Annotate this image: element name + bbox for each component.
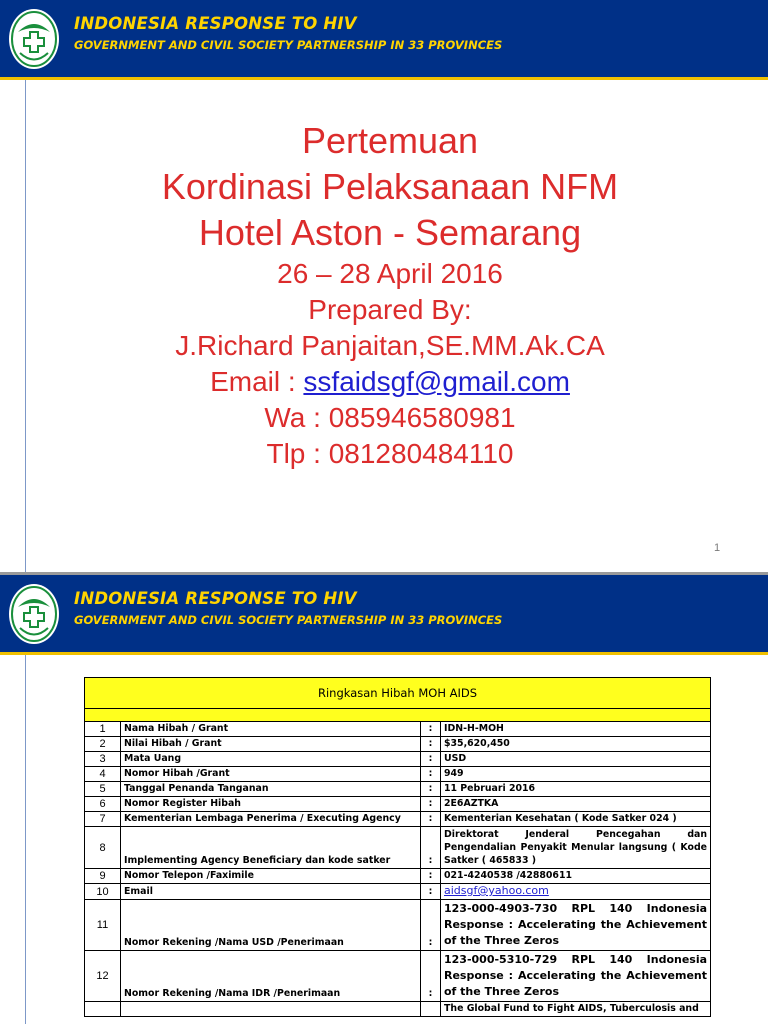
row-label: Nomor Hibah /Grant (121, 767, 421, 782)
header-divider (0, 77, 768, 80)
row-value: IDN-H-MOH (441, 722, 711, 737)
row-number: 11 (85, 900, 121, 951)
row-colon: : (421, 797, 441, 812)
row-value: 949 (441, 767, 711, 782)
grant-summary-table (84, 677, 711, 1017)
row-number: 7 (85, 812, 121, 827)
row-number: 4 (85, 767, 121, 782)
row-colon: : (421, 767, 441, 782)
title-block (26, 118, 754, 472)
row-label: Nomor Rekening /Nama USD /Penerimaan (121, 900, 421, 951)
row-label: Email (121, 884, 421, 900)
title-meeting: Pertemuan (301, 120, 479, 161)
table-row (85, 767, 711, 782)
row-label: Nama Hibah / Grant (121, 722, 421, 737)
header-divider (0, 652, 768, 655)
row-label: Tanggal Penanda Tanganan (121, 782, 421, 797)
row-value: 11 Pebruari 2016 (441, 782, 711, 797)
table-row (85, 951, 711, 1002)
header-title: INDONESIA RESPONSE TO HIV (74, 14, 357, 33)
row-colon: : (421, 737, 441, 752)
row-colon: : (421, 900, 441, 951)
row-value (441, 884, 711, 900)
table-row (85, 722, 711, 737)
row-colon: : (421, 752, 441, 767)
row-number (85, 1002, 121, 1017)
whatsapp-number: Wa : 085946580981 (264, 402, 516, 433)
bakti-husada-logo (8, 583, 60, 646)
table-row (85, 827, 711, 869)
table-row (85, 1002, 711, 1017)
presenter-name: J.Richard Panjaitan,SE.MM.Ak.CA (175, 330, 605, 361)
row-number: 2 (85, 737, 121, 752)
email-link[interactable]: ssfaidsgf@gmail.com (303, 366, 570, 397)
row-value: Direktorat Jenderal Pencegahan dan Pengendalian Penyakit Menular langsung ( Kode Satker ( 465833 ) (441, 827, 711, 869)
row-value: 123-000-4903-730 RPL 140 Indonesia Response : Accelerating the Achievement of the Three Zeros (441, 900, 711, 951)
header-subtitle: GOVERNMENT AND CIVIL SOCIETY PARTNERSHIP IN 33 PROVINCES (74, 613, 503, 627)
row-number: 10 (85, 884, 121, 900)
prepared-by-label: Prepared By: (308, 294, 472, 325)
row-colon: : (421, 722, 441, 737)
table-row (85, 797, 711, 812)
row-label: Kementerian Lembaga Penerima / Executing Agency (121, 812, 421, 827)
row-value: 123-000-5310-729 RPL 140 Indonesia Response : Accelerating the Achievement of the Three Zeros (441, 951, 711, 1002)
row-number: 9 (85, 869, 121, 884)
row-label: Nomor Register Hibah (121, 797, 421, 812)
phone-number: Tlp : 081280484110 (266, 438, 514, 469)
row-number: 5 (85, 782, 121, 797)
row-colon: : (421, 782, 441, 797)
row-colon: : (421, 884, 441, 900)
email-link[interactable]: aidsgf@yahoo.com (444, 884, 549, 897)
row-colon (421, 1002, 441, 1017)
row-label: Nilai Hibah / Grant (121, 737, 421, 752)
table-row (85, 869, 711, 884)
title-venue: Hotel Aston - Semarang (198, 212, 582, 253)
row-colon: : (421, 869, 441, 884)
row-number: 8 (85, 827, 121, 869)
slide-header (0, 0, 768, 77)
slide-2 (0, 575, 768, 1024)
row-colon: : (421, 812, 441, 827)
table-title-spacer (85, 709, 711, 722)
table-row (85, 782, 711, 797)
page-number: 1 (714, 542, 721, 554)
row-value: Kementerian Kesehatan ( Kode Satker 024 ) (441, 812, 711, 827)
row-colon: : (421, 827, 441, 869)
row-value: The Global Fund to Fight AIDS, Tuberculosis and (441, 1002, 711, 1017)
table-title: Ringkasan Hibah MOH AIDS (85, 678, 711, 709)
row-label: Nomor Telepon /Faximile (121, 869, 421, 884)
email-line (26, 364, 754, 400)
left-border-line (25, 655, 26, 1024)
email-label: Email : (210, 366, 304, 397)
row-number: 6 (85, 797, 121, 812)
table-row (85, 884, 711, 900)
row-value: $35,620,450 (441, 737, 711, 752)
row-value: 2E6AZTKA (441, 797, 711, 812)
table-row (85, 737, 711, 752)
title-date: 26 – 28 April 2016 (277, 258, 503, 289)
row-colon: : (421, 951, 441, 1002)
table-row (85, 752, 711, 767)
row-value: USD (441, 752, 711, 767)
row-number: 1 (85, 722, 121, 737)
table-row (85, 812, 711, 827)
header-title: INDONESIA RESPONSE TO HIV (74, 589, 357, 608)
row-number: 12 (85, 951, 121, 1002)
slide-header (0, 575, 768, 652)
row-number: 3 (85, 752, 121, 767)
header-subtitle: GOVERNMENT AND CIVIL SOCIETY PARTNERSHIP IN 33 PROVINCES (74, 38, 503, 52)
row-label: Nomor Rekening /Nama IDR /Penerimaan (121, 951, 421, 1002)
row-label (121, 1002, 421, 1017)
title-event: Kordinasi Pelaksanaan NFM (161, 166, 619, 207)
row-label: Implementing Agency Beneficiary dan kode satker (121, 827, 421, 869)
row-value: 021-4240538 /42880611 (441, 869, 711, 884)
row-label: Mata Uang (121, 752, 421, 767)
table-row (85, 900, 711, 951)
bakti-husada-logo (8, 8, 60, 71)
